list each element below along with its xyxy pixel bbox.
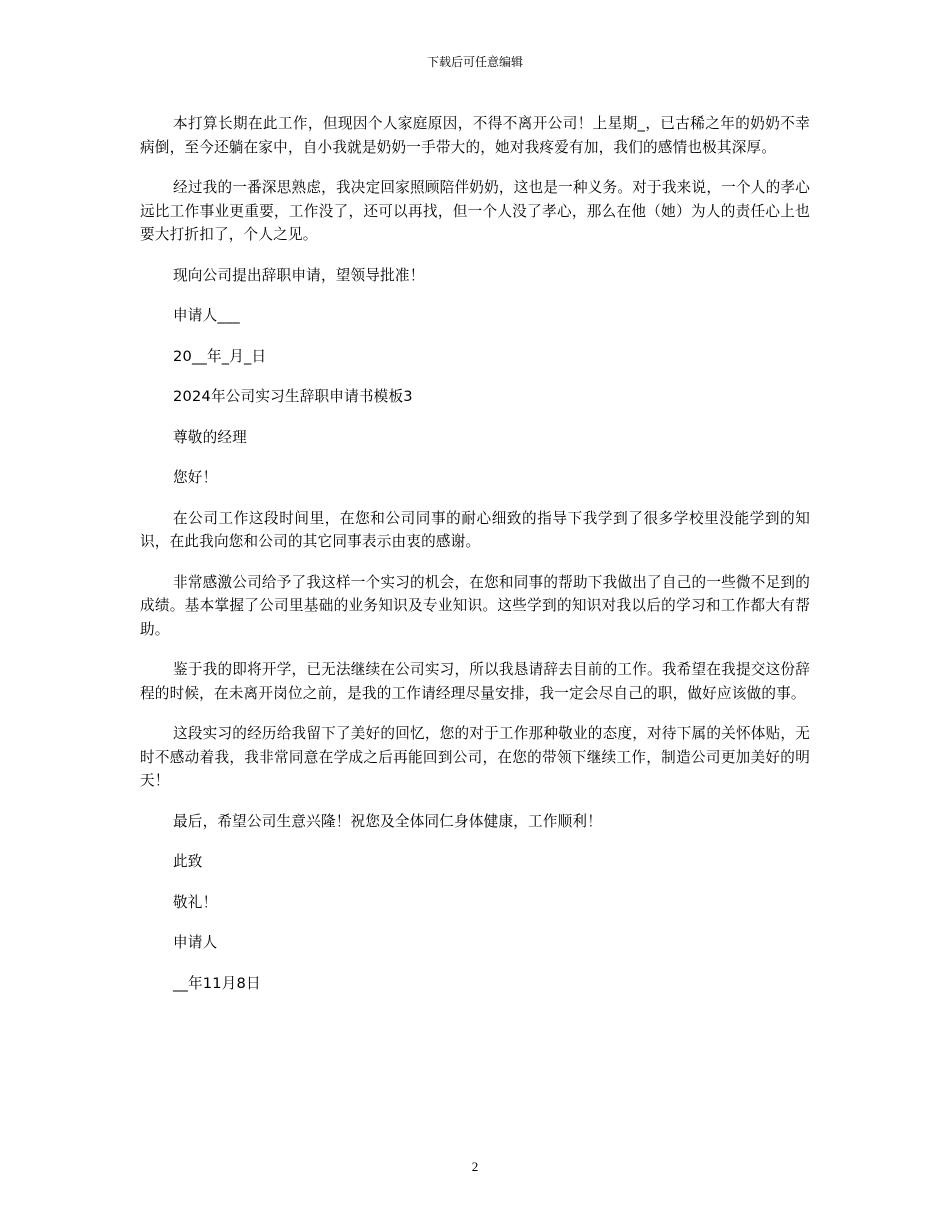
date-line: 20__年_月_日 [173, 347, 267, 365]
paragraph-gratitude: 非常感激公司给予了我这样一个实习的机会，在您和同事的帮助下我做出了自己的一些微不足到的成绩。基本掌握了公司里基础的业务知识及专业知识。这些学到的知识对我以后的学习和工作都大有帮助。 [140, 573, 810, 638]
page-number: 2 [471, 1159, 479, 1174]
paragraph-memories: 这段实习的经历给我留下了美好的回忆，您的对于工作那种敬业的态度，对待下属的关怀体贴，无时不感动着我，我非常同意在学成之后再能回到公司，在您的带领下继续工作，制造公司更加美好的明天！ [140, 725, 810, 789]
signature-date: __年11月8日 [173, 974, 261, 992]
paragraph-request: 现向公司提出辞职申请，望领导批准！ [173, 266, 425, 284]
paragraph-resignation: 鉴于我的即将开学，已无法继续在公司实习，所以我恳请辞去目前的工作。我希望在我提交这份辞程的时候，在未离开岗位之前，是我的工作请经理尽量安排，我一定会尽自己的职，做好应该做的事。 [140, 661, 810, 702]
template-title: 2024年公司实习生辞职申请书模板3 [173, 388, 413, 405]
paragraph-thanks: 在公司工作这段时间里，在您和公司同事的耐心细致的指导下我学到了很多学校里没能学到的知识，在此我向您和公司的其它同事表示由衷的感谢。 [140, 509, 810, 550]
closing-jingli: 敬礼！ [173, 893, 218, 911]
document-body [140, 112, 810, 1012]
paragraph-family-reason: 本打算长期在此工作，但现因个人家庭原因，不得不离开公司！上星期_，已古稀之年的奶奶不幸病倒，至今还躺在家中，自小我就是奶奶一手带大的，她对我疼爱有加，我们的感情也极其深厚。 [140, 115, 810, 156]
signature-applicant: 申请人 [173, 934, 218, 951]
header-note: 下载后可任意编辑 [426, 55, 523, 69]
paragraph-decision: 经过我的一番深思熟虑，我决定回家照顾陪伴奶奶，这也是一种义务。对于我来说，一个人的孝心远比工作事业更重要，工作没了，还可以再找，但一个人没了孝心，那么在他（她）为人的责任心上也要大打折扣了，个人之见。 [140, 179, 810, 243]
salutation: 尊敬的经理 [173, 428, 247, 446]
greeting: 您好！ [173, 469, 218, 486]
paragraph-wishes: 最后，希望公司生意兴隆！祝您及全体同仁身体健康，工作顺利！ [173, 812, 603, 830]
closing-cizhi: 此致 [173, 853, 203, 870]
applicant-line: 申请人___ [173, 307, 240, 324]
